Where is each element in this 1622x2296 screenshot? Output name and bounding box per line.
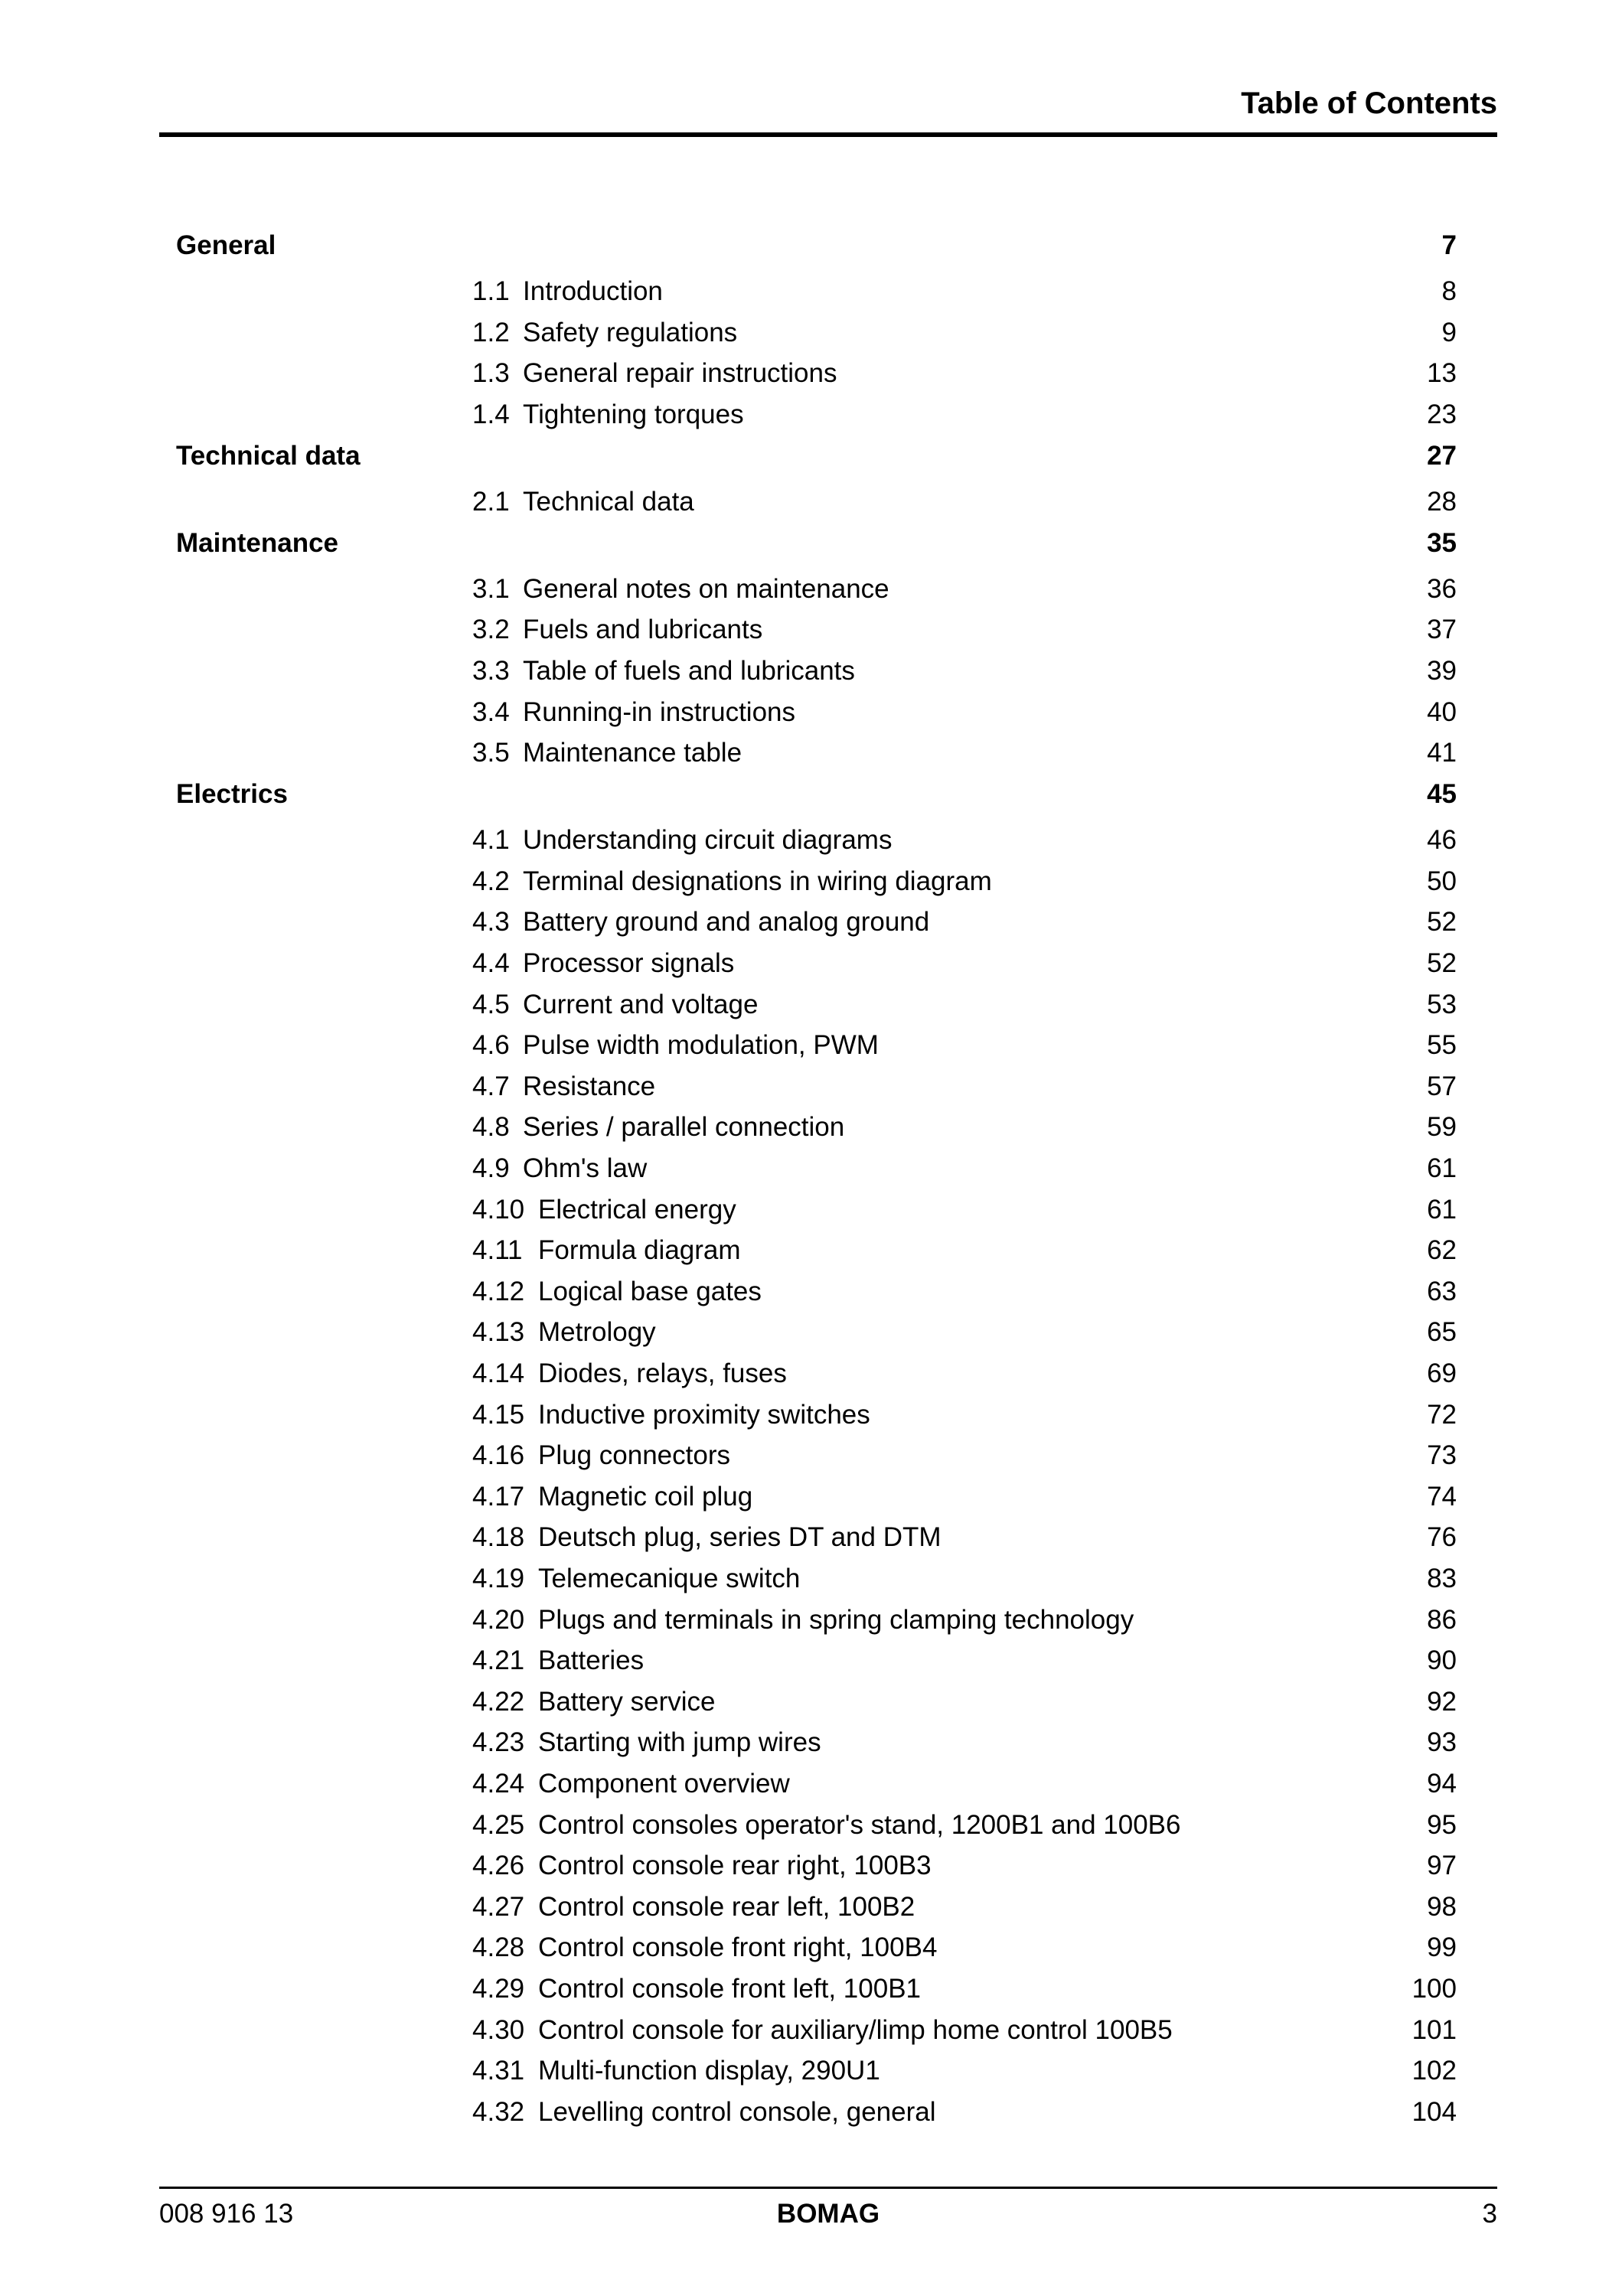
- toc-entry-number: 3.5: [472, 738, 510, 768]
- toc-entry-number: 4.13: [472, 1317, 525, 1347]
- toc-section: [0, 227, 1622, 265]
- toc-entry-page: 52: [1427, 948, 1457, 978]
- toc-entry-number: 4.1: [472, 825, 510, 855]
- toc-entry-number: 4.12: [472, 1277, 525, 1306]
- toc-entry-title: Control console front right, 100B4: [538, 1932, 938, 1962]
- toc-entry-number: 4.18: [472, 1522, 525, 1552]
- toc-section: [0, 775, 1622, 814]
- toc-entry-number: 3.2: [472, 615, 510, 644]
- toc-entry-number: 2.1: [472, 487, 510, 517]
- toc-entry-title: Safety regulations: [523, 318, 738, 347]
- toc-entry-number: 4.3: [472, 907, 510, 937]
- toc-entry: [0, 570, 1622, 608]
- toc-entry-number: 4.28: [472, 1932, 525, 1962]
- toc-entry: [0, 1929, 1622, 1967]
- toc-entry-number: 4.31: [472, 2056, 525, 2086]
- toc-entry-page: 100: [1411, 1974, 1457, 2004]
- toc-entry-page: 50: [1427, 866, 1457, 896]
- toc-entry-title: Ohm's law: [523, 1153, 648, 1183]
- toc-entry-number: 3.3: [472, 656, 510, 686]
- toc-entry-title: Tightening torques: [523, 400, 744, 429]
- toc-entry-number: 4.24: [472, 1769, 525, 1799]
- toc-entry-title: Control console rear left, 100B2: [538, 1892, 915, 1922]
- toc-entry-page: 53: [1427, 990, 1457, 1019]
- toc-entry-title: Maintenance table: [523, 738, 742, 768]
- toc-entry-number: 4.10: [472, 1195, 525, 1225]
- toc-section: [0, 524, 1622, 563]
- toc-entry-page: 65: [1427, 1317, 1457, 1347]
- toc-entry: [0, 734, 1622, 772]
- toc-entry-page: 61: [1427, 1195, 1457, 1225]
- toc-entry-title: Control consoles operator's stand, 1200B1 and 100B6: [538, 1810, 1181, 1840]
- toc-entry-number: 4.15: [472, 1400, 525, 1430]
- toc-entry-page: 74: [1427, 1482, 1457, 1512]
- toc-entry: [0, 1150, 1622, 1188]
- toc-entry: [0, 903, 1622, 941]
- toc-section-title: Technical data: [176, 440, 361, 471]
- toc-entry-number: 4.32: [472, 2097, 525, 2127]
- toc-entry-number: 4.11: [472, 1235, 523, 1265]
- toc-section-page: 35: [1427, 527, 1457, 558]
- toc-entry-page: 9: [1441, 318, 1457, 347]
- toc-entry: [0, 693, 1622, 732]
- toc-section-title: Electrics: [176, 779, 288, 810]
- toc-entry-page: 37: [1427, 615, 1457, 644]
- toc-entry: [0, 1683, 1622, 1721]
- brand-name: BOMAG: [776, 2199, 880, 2229]
- toc-entry: [0, 1970, 1622, 2008]
- toc-section: [0, 437, 1622, 475]
- page-number: 3: [1482, 2199, 1497, 2229]
- toc-entry-page: 73: [1427, 1440, 1457, 1470]
- toc-entry-number: 1.4: [472, 400, 510, 429]
- toc-entry-page: 8: [1441, 276, 1457, 306]
- toc-entry-number: 4.14: [472, 1358, 525, 1388]
- toc-entry-title: Component overview: [538, 1769, 790, 1799]
- toc-entry: [0, 1191, 1622, 1229]
- toc-entry: [0, 1724, 1622, 1762]
- toc-entry-page: 104: [1411, 2097, 1457, 2127]
- toc-entry-page: 76: [1427, 1522, 1457, 1552]
- toc-entry: [0, 944, 1622, 983]
- toc-entry: [0, 1806, 1622, 1844]
- toc-entry-number: 3.1: [472, 574, 510, 604]
- toc-entry-page: 46: [1427, 825, 1457, 855]
- toc-entry-number: 1.1: [472, 276, 510, 306]
- toc-entry-page: 61: [1427, 1153, 1457, 1183]
- toc-entry-page: 72: [1427, 1400, 1457, 1430]
- toc-entry-number: 4.27: [472, 1892, 525, 1922]
- toc-entry-page: 86: [1427, 1605, 1457, 1635]
- toc-entry-title: Technical data: [523, 487, 694, 517]
- toc-entry-number: 4.17: [472, 1482, 525, 1512]
- toc-entry-page: 62: [1427, 1235, 1457, 1265]
- toc-entry: [0, 1518, 1622, 1557]
- toc-entry-title: Control console for auxiliary/limp home control 100B5: [538, 2015, 1173, 2045]
- toc-entry-title: Multi-function display, 290U1: [538, 2056, 880, 2086]
- toc-entry-page: 13: [1427, 358, 1457, 388]
- toc-entry: [0, 2093, 1622, 2131]
- toc-entry: [0, 1560, 1622, 1598]
- toc-entry-page: 41: [1427, 738, 1457, 768]
- toc-section-title: Maintenance: [176, 527, 338, 558]
- toc-entry-title: Diodes, relays, fuses: [538, 1358, 787, 1388]
- toc-entry: [0, 1355, 1622, 1393]
- toc-entry: [0, 611, 1622, 649]
- toc-entry-number: 4.30: [472, 2015, 525, 2045]
- toc-entry-title: Metrology: [538, 1317, 656, 1347]
- toc-entry-title: Introduction: [523, 276, 663, 306]
- toc-entry-title: Battery ground and analog ground: [523, 907, 930, 937]
- toc-entry-number: 4.6: [472, 1030, 510, 1060]
- toc-entry-page: 69: [1427, 1358, 1457, 1388]
- toc-entry-number: 4.25: [472, 1810, 525, 1840]
- toc-entry: [0, 396, 1622, 434]
- toc-entry-page: 52: [1427, 907, 1457, 937]
- toc-entry-title: Starting with jump wires: [538, 1727, 821, 1757]
- toc-entry-title: Current and voltage: [523, 990, 759, 1019]
- toc-entry-title: Telemecanique switch: [538, 1564, 801, 1593]
- toc-entry-title: Deutsch plug, series DT and DTM: [538, 1522, 942, 1552]
- document-number: 008 916 13: [159, 2199, 294, 2229]
- toc-entry-number: 4.5: [472, 990, 510, 1019]
- toc-entry-page: 57: [1427, 1071, 1457, 1101]
- toc-entry: [0, 314, 1622, 352]
- toc-entry-page: 98: [1427, 1892, 1457, 1922]
- toc-entry-title: Inductive proximity switches: [538, 1400, 870, 1430]
- toc-entry-page: 83: [1427, 1564, 1457, 1593]
- toc-entry-number: 4.29: [472, 1974, 525, 2004]
- toc-entry-page: 102: [1411, 2056, 1457, 2086]
- toc-entry: [0, 1231, 1622, 1270]
- toc-entry-number: 4.22: [472, 1687, 525, 1717]
- toc-entry-number: 4.7: [472, 1071, 510, 1101]
- toc-entry-title: Running-in instructions: [523, 697, 796, 727]
- toc-entry-number: 1.3: [472, 358, 510, 388]
- toc-entry-title: Pulse width modulation, PWM: [523, 1030, 879, 1060]
- page-title: Table of Contents: [1241, 86, 1497, 120]
- toc-entry-number: 4.4: [472, 948, 510, 978]
- toc-entry-number: 4.21: [472, 1645, 525, 1675]
- toc-section-title: General: [176, 230, 276, 260]
- toc-entry-title: Logical base gates: [538, 1277, 762, 1306]
- toc-entry-number: 4.20: [472, 1605, 525, 1635]
- toc-entry-number: 4.23: [472, 1727, 525, 1757]
- toc-entry-page: 94: [1427, 1769, 1457, 1799]
- toc-entry: [0, 863, 1622, 901]
- toc-entry: [0, 1313, 1622, 1352]
- toc-entry: [0, 1437, 1622, 1475]
- toc-entry-page: 97: [1427, 1851, 1457, 1880]
- toc-entry-number: 4.9: [472, 1153, 510, 1183]
- toc-entry-number: 4.19: [472, 1564, 525, 1593]
- toc-entry: [0, 1026, 1622, 1065]
- toc-entry-page: 40: [1427, 697, 1457, 727]
- toc-entry-title: Plug connectors: [538, 1440, 730, 1470]
- toc-entry: [0, 1068, 1622, 1106]
- toc-entry-page: 92: [1427, 1687, 1457, 1717]
- toc-entry-title: General repair instructions: [523, 358, 837, 388]
- toc-entry: [0, 821, 1622, 859]
- toc-entry-page: 63: [1427, 1277, 1457, 1306]
- toc-entry-page: 36: [1427, 574, 1457, 604]
- toc-entry: [0, 1888, 1622, 1926]
- toc-entry-page: 93: [1427, 1727, 1457, 1757]
- toc-entry-number: 4.26: [472, 1851, 525, 1880]
- toc-entry-page: 55: [1427, 1030, 1457, 1060]
- toc-entry-number: 3.4: [472, 697, 510, 727]
- toc-entry-number: 4.8: [472, 1112, 510, 1142]
- toc-section-page: 7: [1441, 230, 1457, 260]
- footer-rule: [159, 2187, 1497, 2189]
- toc-section-page: 27: [1427, 440, 1457, 471]
- toc-entry-title: Understanding circuit diagrams: [523, 825, 893, 855]
- toc-entry: [0, 1847, 1622, 1885]
- toc-entry-page: 59: [1427, 1112, 1457, 1142]
- toc-entry-title: Table of fuels and lubricants: [523, 656, 855, 686]
- toc-entry: [0, 354, 1622, 393]
- toc-entry-page: 39: [1427, 656, 1457, 686]
- toc-entry-title: Plugs and terminals in spring clamping technology: [538, 1605, 1134, 1635]
- toc-entry-number: 4.16: [472, 1440, 525, 1470]
- toc-entry: [0, 986, 1622, 1024]
- toc-entry-page: 28: [1427, 487, 1457, 517]
- toc-entry-title: Battery service: [538, 1687, 716, 1717]
- toc-entry: [0, 1642, 1622, 1680]
- toc-entry-page: 101: [1411, 2015, 1457, 2045]
- toc-section-page: 45: [1427, 779, 1457, 810]
- toc-entry-title: Control console front left, 100B1: [538, 1974, 922, 2004]
- toc-entry: [0, 1765, 1622, 1803]
- toc-entry-title: Processor signals: [523, 948, 735, 978]
- header-rule: [159, 132, 1497, 137]
- toc-entry: [0, 1108, 1622, 1146]
- toc-entry-page: 95: [1427, 1810, 1457, 1840]
- toc-entry-number: 1.2: [472, 318, 510, 347]
- toc-entry-title: Control console rear right, 100B3: [538, 1851, 932, 1880]
- toc-entry-title: Fuels and lubricants: [523, 615, 763, 644]
- toc-entry-title: General notes on maintenance: [523, 574, 889, 604]
- toc-entry-title: Terminal designations in wiring diagram: [523, 866, 992, 896]
- toc-entry: [0, 272, 1622, 311]
- toc-entry-title: Levelling control console, general: [538, 2097, 936, 2127]
- toc-entry-title: Series / parallel connection: [523, 1112, 845, 1142]
- toc-entry-title: Electrical energy: [538, 1195, 736, 1225]
- toc-entry: [0, 1478, 1622, 1516]
- toc-entry-page: 99: [1427, 1932, 1457, 1962]
- toc-entry-page: 90: [1427, 1645, 1457, 1675]
- page-footer: [159, 2195, 1497, 2233]
- toc-entry-page: 23: [1427, 400, 1457, 429]
- toc-entry-title: Formula diagram: [538, 1235, 741, 1265]
- toc-entry: [0, 1273, 1622, 1311]
- toc-entry: [0, 483, 1622, 521]
- page-header: [159, 84, 1497, 138]
- toc-entry-title: Resistance: [523, 1071, 656, 1101]
- toc-entry-title: Batteries: [538, 1645, 645, 1675]
- toc-entry: [0, 1601, 1622, 1639]
- toc-entry: [0, 1396, 1622, 1434]
- toc-entry: [0, 2052, 1622, 2090]
- toc-entry-number: 4.2: [472, 866, 510, 896]
- toc-entry-title: Magnetic coil plug: [538, 1482, 753, 1512]
- toc-entry: [0, 2011, 1622, 2050]
- toc-entry: [0, 652, 1622, 690]
